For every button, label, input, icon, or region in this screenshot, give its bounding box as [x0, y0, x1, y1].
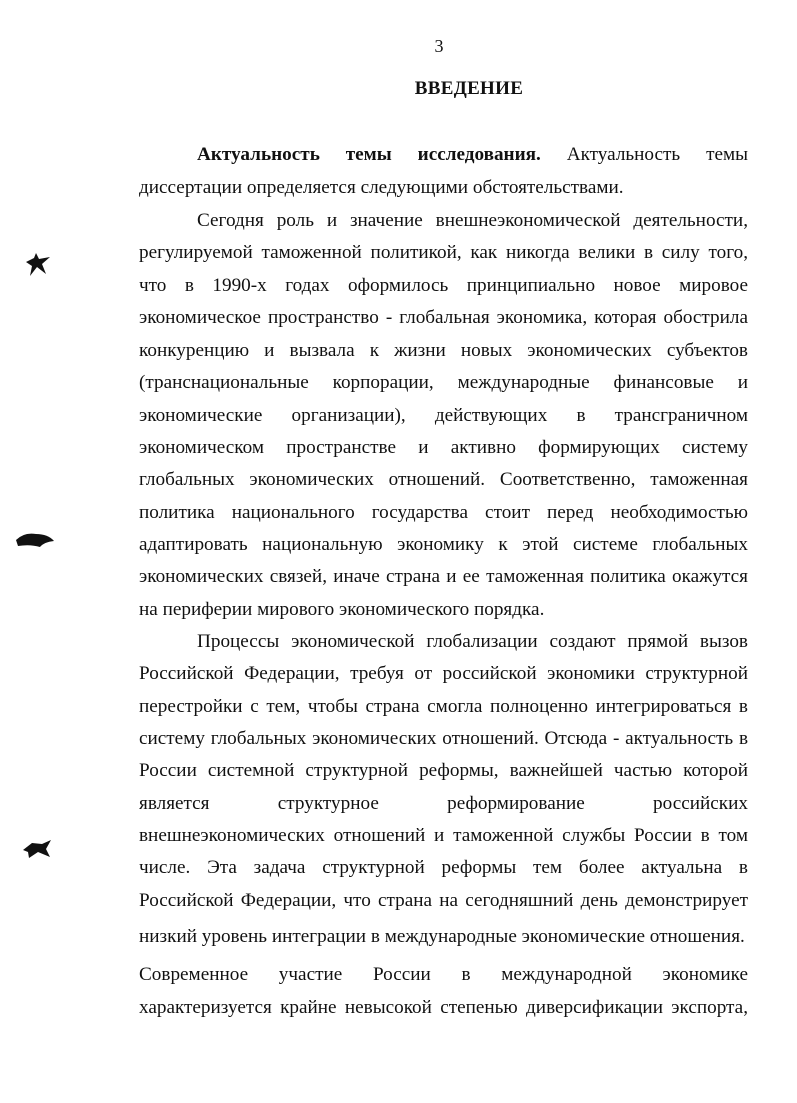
text-line: Процессы экономической глобализации создают прямой вызов: [197, 631, 748, 652]
text-line: политика национального государства стоит перед необходимостью: [139, 502, 748, 523]
text-line: адаптировать национальную экономику к этой системе глобальных: [139, 534, 748, 555]
text-line: Российской Федерации, требуя от российской экономики структурной: [139, 663, 748, 684]
text-line: что в 1990-х годах оформилось принципиально новое мировое: [139, 275, 748, 296]
page-heading: ВВЕДЕНИЕ: [414, 78, 524, 99]
text-line: систему глобальных экономических отношений. Отсюда - актуальность в: [139, 728, 748, 749]
text-line: Сегодня роль и значение внешнеэкономической деятельности,: [197, 210, 748, 231]
text-line: перестройки с тем, чтобы страна смогла полноценно интегрироваться в: [139, 696, 748, 717]
text-line: внешнеэкономических отношений и таможенной службы России в том: [139, 825, 748, 846]
text-line: числе. Эта задача структурной реформы тем более актуальна в: [139, 857, 748, 878]
text-line: экономическом пространстве и активно формирующих систему: [139, 437, 748, 458]
page-number: 3: [434, 36, 444, 56]
text-line: диссертации определяется следующими обстоятельствами.: [139, 177, 624, 198]
text-line: экономических связей, иначе страна и ее таможенная политика окажутся: [139, 566, 748, 587]
text-line: экономические организации), действующих в трансграничном: [139, 405, 748, 426]
text-line: России системной структурной реформы, важнейшей частью которой: [139, 760, 748, 781]
scan-mark-2: [14, 530, 56, 550]
text-line: является структурное реформирование российских: [139, 793, 748, 814]
text-line: регулируемой таможенной политикой, как никогда велики в силу того,: [139, 242, 748, 263]
text-line: Российской Федерации, что страна на сегодняшний день демонстрирует: [139, 890, 748, 911]
text-line: (транснациональные корпорации, международные финансовые и: [139, 372, 748, 393]
text-line: характеризуется крайне невысокой степенью диверсификации экспорта,: [139, 997, 748, 1018]
text-line: Актуальность темы исследования. Актуальность темы: [197, 144, 749, 165]
text-line: Современное участие России в международной экономике: [139, 964, 748, 985]
text-line: низкий уровень интеграции в международные экономические отношения.: [139, 926, 745, 947]
text-line: конкуренцию и вызвала к жизни новых экономических субъектов: [139, 340, 748, 361]
scan-mark-1: [22, 252, 54, 278]
scan-mark-3: [20, 838, 54, 860]
section-title: Актуальность темы исследования.: [197, 144, 541, 165]
text-line: на периферии мирового экономического порядка.: [139, 599, 545, 620]
text-line: экономическое пространство - глобальная экономика, которая обострила: [139, 307, 748, 328]
text-line: глобальных экономических отношений. Соответственно, таможенная: [139, 469, 748, 490]
